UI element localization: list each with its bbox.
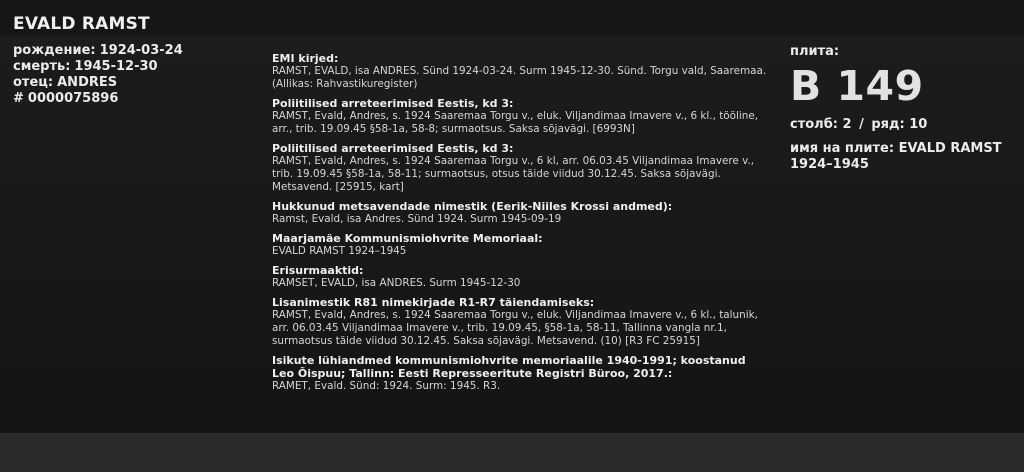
column-value: 2 bbox=[842, 117, 852, 132]
record-item bbox=[272, 97, 767, 136]
record-text: RAMSET, EVALD, isa ANDRES. Surm 1945-12-30 bbox=[272, 277, 521, 289]
birth-date bbox=[13, 43, 263, 59]
father-value: ANDRES bbox=[57, 75, 118, 90]
record-title: Isikute lühiandmed kommunismiohvrite memoriaalile 1940-1991; koostanud Leo Õispuu; Tallinn: Eesti Represseeritute Registri Büroo, 2017.: bbox=[272, 354, 746, 380]
record-item bbox=[272, 52, 767, 91]
death-date bbox=[13, 59, 263, 75]
record-text: RAMST, Evald, Andres, s. 1924 Saaremaa Torgu v., eluk. Viljandimaa Imavere v., 6 kl., tööline, arr., trib. 19.09.45 §58-1a, 58-8; surmaotsus. Saksa sõjavägi. [6993N] bbox=[272, 110, 759, 135]
record-item bbox=[272, 232, 767, 258]
person-info bbox=[13, 43, 263, 107]
column-label: столб: bbox=[790, 117, 838, 132]
plate-info bbox=[790, 43, 1020, 173]
record-title: Hukkunud metsavendade nimestik (Eerik-Niiles Krossi andmed): bbox=[272, 200, 673, 213]
plate-position bbox=[790, 117, 1020, 133]
record-text: EVALD RAMST 1924–1945 bbox=[272, 245, 407, 257]
death-label: смерть: bbox=[13, 59, 71, 74]
row-value: 10 bbox=[909, 117, 928, 132]
birth-value: 1924-03-24 bbox=[99, 43, 183, 58]
father-label: отец: bbox=[13, 75, 54, 90]
record-item bbox=[272, 354, 767, 393]
plate-name-value: EVALD RAMST bbox=[898, 141, 1002, 156]
record-title: EMI kirjed: bbox=[272, 52, 339, 65]
record-item bbox=[272, 264, 767, 290]
record-text: RAMST, EVALD, isa ANDRES. Sünd 1924-03-24. Surm 1945-12-30. Sünd. Torgu vald, Saaremaa. (Allikas: Rahvastikuregister) bbox=[272, 65, 767, 90]
record-title: Maarjamäe Kommunismiohvrite Memoriaal: bbox=[272, 232, 543, 245]
record-id bbox=[13, 91, 263, 107]
bottom-strip bbox=[0, 433, 1024, 472]
plate-name-label: имя на плите: bbox=[790, 141, 895, 156]
record-title: Poliitilised arreteerimised Eestis, kd 3: bbox=[272, 97, 514, 110]
plate-name bbox=[790, 141, 1020, 173]
record-title: Poliitilised arreteerimised Eestis, kd 3: bbox=[272, 142, 514, 155]
father-name bbox=[13, 75, 263, 91]
record-text: RAMET, Evald. Sünd: 1924. Surm: 1945. R3. bbox=[272, 380, 501, 392]
records-list bbox=[272, 52, 767, 399]
record-title: Erisurmaaktid: bbox=[272, 264, 364, 277]
plate-label: плита: bbox=[790, 44, 840, 59]
row-label: ряд: bbox=[871, 117, 905, 132]
plate-number: B 149 bbox=[790, 62, 924, 110]
header-bar bbox=[0, 0, 1024, 35]
record-title: Lisanimestik R81 nimekirjade R1-R7 täiendamiseks: bbox=[272, 296, 595, 309]
record-item bbox=[272, 142, 767, 194]
position-separator: / bbox=[859, 117, 864, 132]
plate-years: 1924–1945 bbox=[790, 157, 869, 172]
record-item bbox=[272, 296, 767, 348]
record-text: RAMST, Evald, Andres, s. 1924 Saaremaa Torgu v., eluk. Viljandimaa Imavere v., 6 kl., talunik, arr. 06.03.45 Viljandimaa Imavere v., trib. 19.09.45, §58-1a, 58-11, Tallinna vangla nr.1, surmaotsus täide viidud 30.12.45. Saksa sõjavägi. Metsavend. (10) [R3 FC 25915] bbox=[272, 309, 758, 347]
record-text: RAMST, Evald, Andres, s. 1924 Saaremaa Torgu v., 6 kl, arr. 06.03.45 Viljandimaa Imavere v., trib. 19.09.45 §58-1a, 58-11; surmaotsus, otsus täide viidud 30.12.45. Saksa sõjavägi. Metsavend. [25915, kart] bbox=[272, 155, 755, 193]
birth-label: рождение: bbox=[13, 43, 96, 58]
id-label: # bbox=[13, 91, 24, 106]
record-item bbox=[272, 200, 767, 226]
death-value: 1945-12-30 bbox=[74, 59, 158, 74]
person-name-title: EVALD RAMST bbox=[13, 14, 150, 34]
id-value: 0000075896 bbox=[27, 91, 119, 106]
record-text: Ramst, Evald, isa Andres. Sünd 1924. Surm 1945-09-19 bbox=[272, 213, 562, 225]
